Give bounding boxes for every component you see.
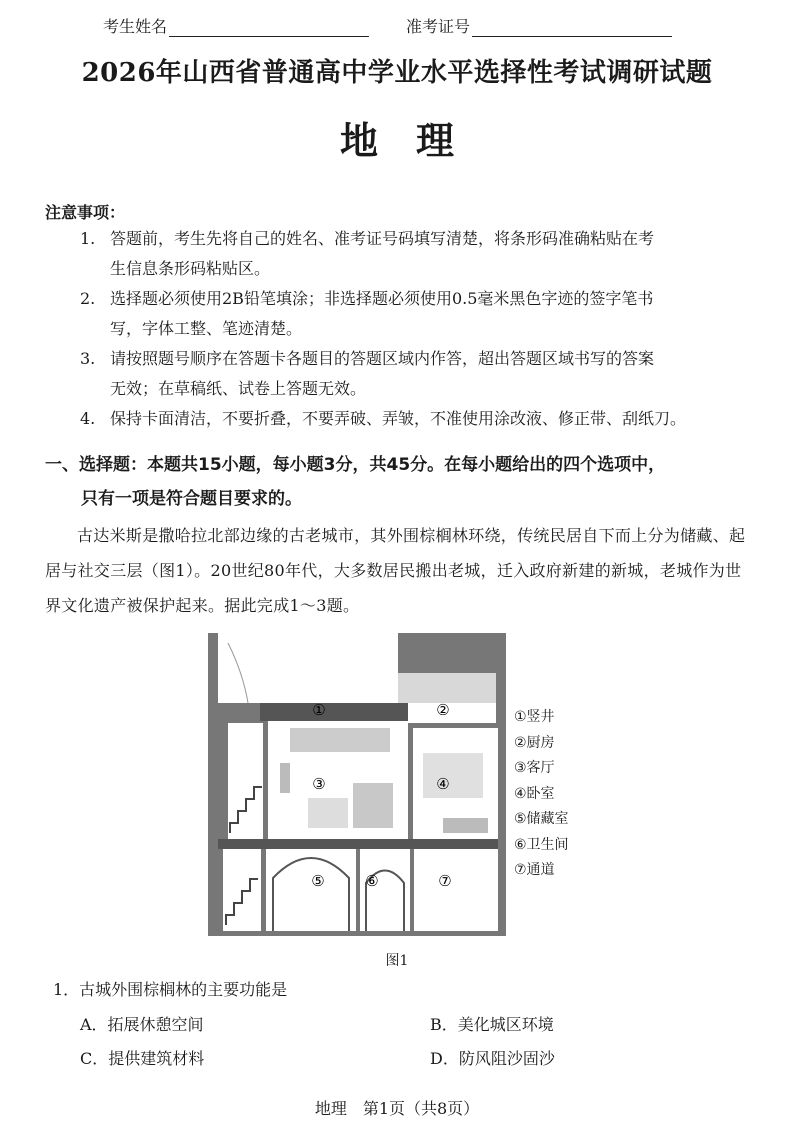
option-d: D．防风阻沙固沙	[430, 1049, 555, 1068]
marker-1: ①	[312, 701, 326, 719]
option-b: B．美化城区环境	[430, 1015, 554, 1034]
notice-item: 4. 保持卡面清洁，不要折叠，不要弄破、弄皱，不准使用涂改液、修正带、刮纸刀。	[80, 409, 687, 428]
exam-title: 2026年山西省普通高中学业水平选择性考试调研试题	[81, 58, 713, 88]
candidate-name-field	[103, 14, 369, 37]
exam-id-blank	[472, 22, 672, 37]
notice-item-cont: 无效；在草稿纸、试卷上答题无效。	[110, 379, 367, 398]
marker-5: ⑤	[311, 872, 325, 890]
candidate-name-blank	[169, 22, 369, 37]
marker-4: ④	[436, 775, 450, 793]
marker-7: ⑦	[438, 872, 452, 890]
marker-2: ②	[436, 701, 450, 719]
legend-item: ②厨房	[514, 734, 555, 751]
house-cross-section-figure	[208, 633, 506, 936]
notice-item-cont: 生信息条形码粘贴区。	[110, 259, 271, 278]
exam-id-field	[406, 14, 672, 37]
notice-item: 2. 选择题必须使用2B铅笔填涂；非选择题必须使用0.5毫米黑色字迹的签字笔书	[80, 289, 654, 308]
legend-item: ④卧室	[514, 785, 555, 802]
subject-title: 地 理	[339, 119, 454, 163]
notice-item: 3. 请按照题号顺序在答题卡各题目的答题区域内作答，超出答题区域书写的答案	[80, 349, 655, 368]
figure-caption: 图1	[385, 953, 409, 969]
exam-id-label: 准考证号	[406, 17, 471, 36]
marker-6: ⑥	[365, 872, 379, 890]
legend-item: ⑦通道	[514, 862, 555, 878]
figure-legend	[514, 705, 569, 884]
candidate-name-label: 考生姓名	[103, 17, 168, 36]
legend-item: ⑥卫生间	[514, 836, 569, 853]
option-c: C．提供建筑材料	[80, 1049, 205, 1068]
option-a: A．拓展休憩空间	[80, 1015, 204, 1034]
notice-list	[80, 224, 750, 434]
legend-item: ③客厅	[514, 760, 555, 776]
notice-item-cont: 写，字体工整、笔迹清楚。	[110, 319, 303, 338]
section-heading: 一、选择题：本题共15小题，每小题3分，共45分。在每小题给出的四个选项中， 只有一项是符合题目要求的。	[45, 455, 666, 509]
question-1-stem: 1．古城外围棕榈林的主要功能是	[53, 980, 288, 999]
notice-item: 1. 答题前，考生先将自己的姓名、准考证号码填写清楚，将条形码准确粘贴在考	[80, 229, 655, 248]
legend-item: ①竖井	[514, 709, 555, 725]
marker-3: ③	[312, 775, 326, 793]
passage: 古达米斯是撒哈拉北部边缘的古老城市，其外围棕榈林环绕，传统民居自下而上分为储藏、起居与社交三层（图1）。20世纪80年代，大多数居民搬出老城，迁入政府新建的新城，老城作为世界文化遗产被保护起来。据此完成1～3题。	[45, 526, 746, 615]
notice-heading: 注意事项：	[45, 203, 126, 222]
page-footer: 地理 第1页（共8页）	[314, 1099, 480, 1118]
legend-item: ⑤储藏室	[514, 811, 569, 827]
